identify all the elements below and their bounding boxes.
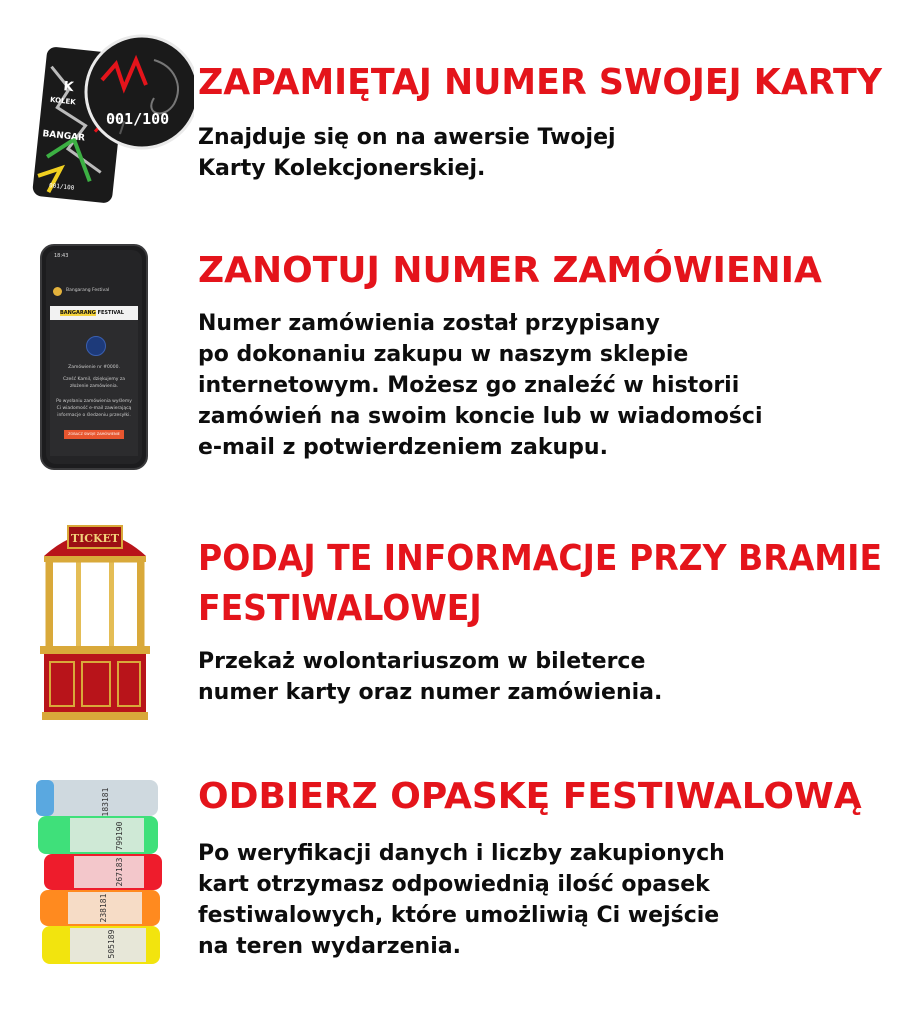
phone-icon xyxy=(40,244,148,470)
step3-description: Przekaż wolontariuszom w bileterce numer karty oraz numer zamówienia. xyxy=(198,649,663,705)
step1-title: ZAPAMIĘTAJ NUMER SWOJEJ KARTY xyxy=(198,62,882,103)
sender-avatar xyxy=(53,287,62,296)
svg-text:505189: 505189 xyxy=(107,929,116,959)
collector-card-icon xyxy=(24,30,194,205)
wristband-stack-icon xyxy=(30,772,170,980)
svg-text:BANGAR: BANGAR xyxy=(41,129,86,144)
svg-text:799190: 799190 xyxy=(115,821,124,851)
email-sender: Bangarang Festival xyxy=(66,288,110,293)
email-body xyxy=(50,306,138,456)
step2-description: Numer zamówienia został przypisany po dokonaniu zakupu w naszym sklepie internetowym. Możesz go znaleźć w historii zamówień na swoim koncie lub w wiadomości e-mail z potwierdzeniem zakupu. xyxy=(198,311,763,460)
globe-icon xyxy=(86,336,106,356)
email-brand: BANGARANG FESTIVAL xyxy=(60,310,124,316)
email-view-order-button: ZOBACZ SWOJE ZAMÓWIENIE xyxy=(64,430,124,439)
svg-text:183181: 183181 xyxy=(101,787,110,817)
email-info: Po wysłaniu zamówienia wyślemy Ci wiadomość e-mail zawierającą informacje o śledzeniu przesyłki. xyxy=(56,399,132,418)
phone-screen xyxy=(46,250,142,464)
card-number-label: 001/100 xyxy=(106,110,170,128)
phone-time: 18:43 xyxy=(54,253,69,259)
ticket-booth-icon xyxy=(38,516,152,722)
booth-sign-text: TICKET xyxy=(70,532,120,545)
svg-text:238181: 238181 xyxy=(99,893,108,923)
email-order-line: Zamówienie nr #0000. xyxy=(68,365,120,370)
step4-description: Po weryfikacji danych i liczby zakupionych kart otrzymasz odpowiednią ilość opasek festiwalowych, które umożliwią Ci wejście na teren wydarzenia. xyxy=(198,841,725,959)
step2-title: ZANOTUJ NUMER ZAMÓWIENIA xyxy=(198,250,822,291)
step1-description: Znajduje się on na awersie Twojej Karty Kolekcjonerskiej. xyxy=(198,125,616,181)
svg-text:267183: 267183 xyxy=(115,857,124,887)
card-small-number: 001/100 xyxy=(48,182,75,192)
step4-title: ODBIERZ OPASKĘ FESTIWALOWĄ xyxy=(198,776,862,817)
svg-text:K: K xyxy=(62,79,75,96)
email-thanks: Cześć Kamil, dziękujemy za złożenie zamówienia. xyxy=(62,377,126,389)
step3-title: PODAJ TE INFORMACJE PRZY BRAMIE FESTIWALOWEJ xyxy=(198,538,883,629)
svg-text:KOLEK: KOLEK xyxy=(49,95,77,107)
